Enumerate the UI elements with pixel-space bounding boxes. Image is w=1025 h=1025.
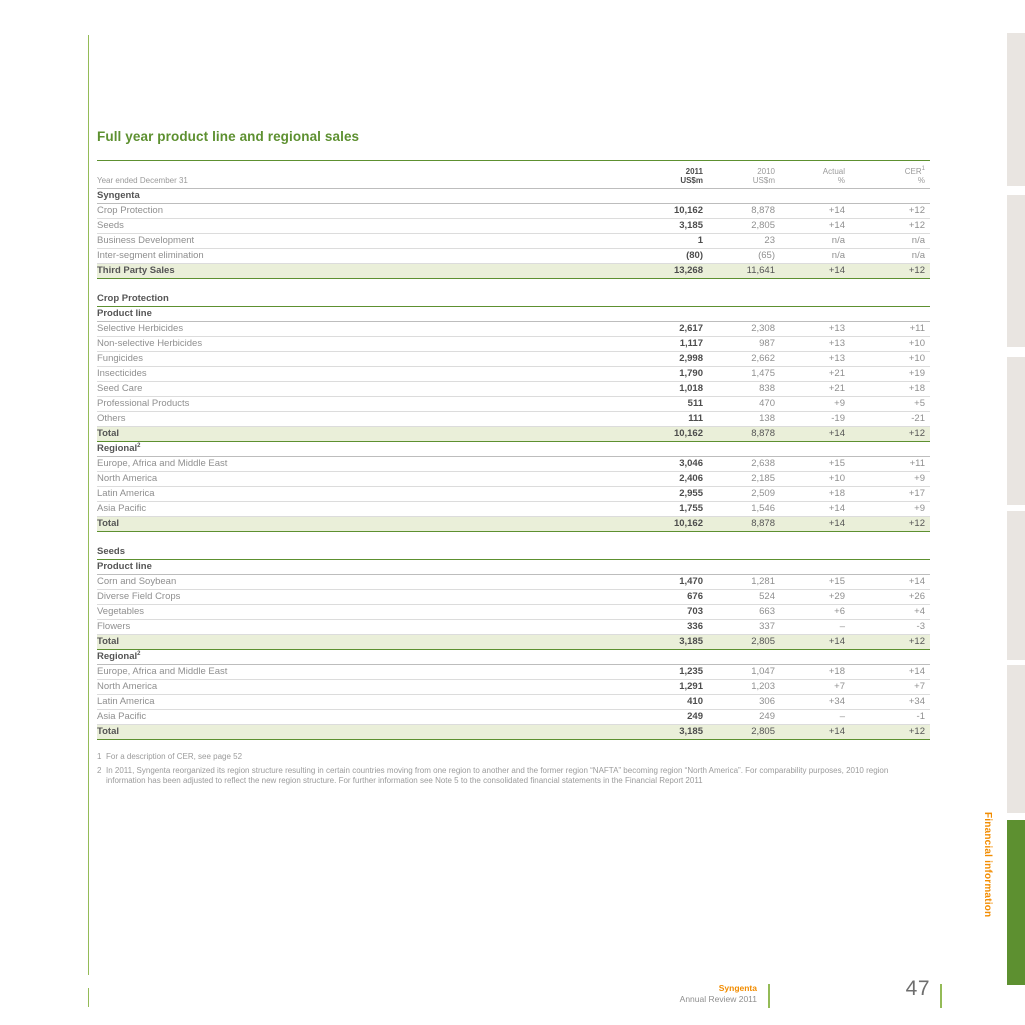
table-row bbox=[97, 219, 930, 234]
cell-value: 111 bbox=[688, 413, 703, 424]
cell-value: 306 bbox=[759, 696, 775, 707]
table-row bbox=[97, 427, 930, 442]
cell-value: 3,185 bbox=[679, 220, 703, 231]
cell-value: 3,185 bbox=[679, 636, 703, 647]
cell-value: +10 bbox=[908, 338, 925, 349]
table-header-label: Year ended December 31 bbox=[97, 176, 188, 185]
cell-value: 8,878 bbox=[751, 518, 775, 529]
cell-value: +15 bbox=[828, 458, 845, 469]
row-label: Others bbox=[97, 413, 126, 424]
cell-value: +11 bbox=[909, 458, 925, 469]
cell-value: 337 bbox=[759, 621, 775, 632]
cell-value: +13 bbox=[828, 338, 845, 349]
cell-value: 1,546 bbox=[751, 503, 775, 514]
footnote-number: 2 bbox=[97, 766, 102, 775]
page-title: Full year product line and regional sales bbox=[97, 129, 360, 144]
table-section bbox=[97, 189, 930, 279]
cell-value: 1,291 bbox=[679, 681, 703, 692]
cell-value: 1,047 bbox=[751, 666, 775, 677]
cell-value: 410 bbox=[687, 696, 703, 707]
cell-value: 1,475 bbox=[751, 368, 775, 379]
cell-value: 2,185 bbox=[751, 473, 775, 484]
cell-value: 2,617 bbox=[679, 323, 703, 334]
row-label: Crop Protection bbox=[97, 205, 164, 216]
cell-value: +10 bbox=[828, 473, 845, 484]
row-label: Third Party Sales bbox=[97, 265, 175, 276]
cell-value: -21 bbox=[911, 413, 925, 424]
cell-value: 2,998 bbox=[679, 353, 703, 364]
cell-value: +34 bbox=[828, 696, 845, 707]
cell-value: 3,185 bbox=[679, 726, 703, 737]
page-content bbox=[97, 129, 930, 790]
table-row bbox=[97, 472, 930, 487]
column-header: 2010 US$m bbox=[752, 167, 775, 185]
cell-value: 663 bbox=[759, 606, 775, 617]
cell-value: +19 bbox=[908, 368, 925, 379]
cell-value: 2,308 bbox=[751, 323, 775, 334]
table-row bbox=[97, 189, 930, 204]
cell-value: 249 bbox=[759, 711, 775, 722]
row-label: Flowers bbox=[97, 621, 131, 632]
cell-value: 249 bbox=[687, 711, 703, 722]
table-row bbox=[97, 590, 930, 605]
cell-value: +14 bbox=[828, 518, 845, 529]
cell-value: +26 bbox=[908, 591, 925, 602]
table-row bbox=[97, 680, 930, 695]
cell-value: 2,805 bbox=[751, 220, 775, 231]
cell-value: +17 bbox=[908, 488, 925, 499]
row-label: North America bbox=[97, 681, 158, 692]
cell-value: +14 bbox=[828, 265, 845, 276]
table-row bbox=[97, 575, 930, 590]
table-row bbox=[97, 337, 930, 352]
footer-brand: Syngenta bbox=[718, 983, 757, 993]
cell-value: 470 bbox=[759, 398, 775, 409]
table-row bbox=[97, 307, 930, 322]
cell-value: 13,268 bbox=[673, 265, 703, 276]
cell-value: +14 bbox=[908, 666, 925, 677]
cell-value: (65) bbox=[758, 250, 775, 261]
cell-value: -3 bbox=[916, 621, 925, 632]
cell-value: 8,878 bbox=[751, 428, 775, 439]
table-row bbox=[97, 695, 930, 710]
cell-value: +12 bbox=[908, 220, 925, 231]
row-label: Corn and Soybean bbox=[97, 576, 177, 587]
row-label: Regional$^2$ bbox=[97, 443, 141, 454]
table-row bbox=[97, 560, 930, 575]
table-row bbox=[97, 397, 930, 412]
table-row bbox=[97, 545, 930, 560]
row-label: Crop Protection bbox=[97, 293, 169, 304]
cell-value: 10,162 bbox=[673, 205, 703, 216]
cell-value: +12 bbox=[908, 205, 925, 216]
cell-value: 511 bbox=[687, 398, 703, 409]
row-label: Diverse Field Crops bbox=[97, 591, 181, 602]
cell-value: -19 bbox=[831, 413, 845, 424]
row-label: Business Development bbox=[97, 235, 195, 246]
cell-value: +14 bbox=[908, 576, 925, 587]
cell-value: +14 bbox=[828, 503, 845, 514]
row-label: Selective Herbicides bbox=[97, 323, 184, 334]
row-label: Latin America bbox=[97, 696, 155, 707]
cell-value: -1 bbox=[916, 711, 925, 722]
row-label: Total bbox=[97, 636, 119, 647]
cell-value: – bbox=[839, 621, 845, 632]
cell-value: +9 bbox=[834, 398, 845, 409]
footnote-number: 1 bbox=[97, 752, 102, 761]
footnote-text: In 2011, Syngenta reorganized its region structure resulting in certain countries moving from one region to another and the former region “NAFTA” becoming region “North America”. For comparability purposes, 2010 region information has been adjusted to reflect the new region structure. For further information see Note 5 to the consolidated financial statements in the Financial Report 2011 bbox=[106, 766, 889, 785]
row-label: Fungicides bbox=[97, 353, 143, 364]
footnote bbox=[97, 752, 930, 762]
cell-value: 2,805 bbox=[751, 636, 775, 647]
table-header-row bbox=[97, 161, 930, 189]
footnotes bbox=[97, 752, 930, 786]
cell-value: +4 bbox=[914, 606, 925, 617]
column-header: 2011 US$m bbox=[680, 167, 703, 185]
cell-value: +14 bbox=[828, 220, 845, 231]
page-number: 47 bbox=[905, 977, 930, 1000]
table-row bbox=[97, 367, 930, 382]
table-row bbox=[97, 352, 930, 367]
cell-value: +21 bbox=[828, 368, 845, 379]
row-label: Seeds bbox=[97, 546, 125, 557]
sales-table bbox=[97, 160, 930, 740]
footer-subtitle: Annual Review 2011 bbox=[679, 994, 757, 1004]
cell-value: 2,662 bbox=[751, 353, 775, 364]
cell-value: +5 bbox=[914, 398, 925, 409]
cell-value: 10,162 bbox=[673, 428, 703, 439]
table-row bbox=[97, 710, 930, 725]
cell-value: +15 bbox=[828, 576, 845, 587]
cell-value: +11 bbox=[909, 323, 925, 334]
table-row bbox=[97, 412, 930, 427]
cell-value: +10 bbox=[908, 353, 925, 364]
cell-value: 838 bbox=[759, 383, 775, 394]
row-label: Syngenta bbox=[97, 190, 140, 201]
table-row bbox=[97, 650, 930, 665]
cell-value: n/a bbox=[911, 235, 925, 246]
row-label: Seed Care bbox=[97, 383, 143, 394]
cell-value: +12 bbox=[908, 726, 925, 737]
column-header: CER$^1$ % bbox=[904, 166, 925, 185]
cell-value: +18 bbox=[908, 383, 925, 394]
row-label: Europe, Africa and Middle East bbox=[97, 666, 228, 677]
cell-value: +29 bbox=[828, 591, 845, 602]
cell-value: +9 bbox=[914, 473, 925, 484]
row-label: Latin America bbox=[97, 488, 155, 499]
cell-value: 11,641 bbox=[746, 265, 775, 276]
cell-value: 336 bbox=[687, 621, 703, 632]
cell-value: 703 bbox=[687, 606, 703, 617]
cell-value: +14 bbox=[828, 636, 845, 647]
table-row bbox=[97, 502, 930, 517]
table-row bbox=[97, 204, 930, 219]
row-label: Seeds bbox=[97, 220, 124, 231]
cell-value: 676 bbox=[687, 591, 703, 602]
table-row bbox=[97, 249, 930, 264]
section-tab-financial-information bbox=[1007, 820, 1025, 985]
left-margin-rule bbox=[88, 35, 89, 975]
cell-value: 2,406 bbox=[679, 473, 703, 484]
row-label: Product line bbox=[97, 561, 152, 572]
cell-value: +12 bbox=[908, 636, 925, 647]
row-label: North America bbox=[97, 473, 158, 484]
row-label: Europe, Africa and Middle East bbox=[97, 458, 228, 469]
financial-information-label: Financial information bbox=[982, 812, 993, 918]
table-row bbox=[97, 725, 930, 740]
cell-value: +14 bbox=[828, 726, 845, 737]
row-label: Product line bbox=[97, 308, 152, 319]
row-label: Non-selective Herbicides bbox=[97, 338, 203, 349]
table-row bbox=[97, 322, 930, 337]
row-label: Vegetables bbox=[97, 606, 145, 617]
cell-value: +14 bbox=[828, 205, 845, 216]
cell-value: 1,018 bbox=[679, 383, 703, 394]
section-tab bbox=[1007, 665, 1025, 813]
cell-value: 2,805 bbox=[751, 726, 775, 737]
cell-value: +34 bbox=[908, 696, 925, 707]
cell-value: 3,046 bbox=[679, 458, 703, 469]
left-footer-rule bbox=[88, 988, 89, 1007]
row-label: Total bbox=[97, 428, 119, 439]
table-row bbox=[97, 635, 930, 650]
row-label: Total bbox=[97, 518, 119, 529]
cell-value: 10,162 bbox=[673, 518, 703, 529]
section-tab bbox=[1007, 195, 1025, 347]
cell-value: +14 bbox=[828, 428, 845, 439]
cell-value: 1,203 bbox=[751, 681, 775, 692]
cell-value: 23 bbox=[764, 235, 775, 246]
cell-value: n/a bbox=[831, 235, 845, 246]
cell-value: n/a bbox=[911, 250, 925, 261]
cell-value: +13 bbox=[828, 353, 845, 364]
row-label: Inter-segment elimination bbox=[97, 250, 204, 261]
cell-value: +6 bbox=[834, 606, 845, 617]
table-section bbox=[97, 292, 930, 532]
row-label: Professional Products bbox=[97, 398, 190, 409]
row-label: Regional$^2$ bbox=[97, 651, 141, 662]
table-row bbox=[97, 442, 930, 457]
cell-value: +21 bbox=[828, 383, 845, 394]
table-row bbox=[97, 382, 930, 397]
section-tab bbox=[1007, 511, 1025, 660]
footer bbox=[497, 983, 757, 1005]
cell-value: 1,235 bbox=[679, 666, 703, 677]
cell-value: 1 bbox=[697, 235, 703, 246]
cell-value: +12 bbox=[908, 518, 925, 529]
table-row bbox=[97, 620, 930, 635]
cell-value: 8,878 bbox=[751, 205, 775, 216]
cell-value: 2,638 bbox=[751, 458, 775, 469]
cell-value: +18 bbox=[828, 666, 845, 677]
cell-value: 1,117 bbox=[679, 338, 703, 349]
cell-value: 987 bbox=[759, 338, 775, 349]
cell-value: n/a bbox=[831, 250, 845, 261]
footnote-text: For a description of CER, see page 52 bbox=[106, 752, 243, 761]
cell-value: +7 bbox=[914, 681, 925, 692]
cell-value: 138 bbox=[759, 413, 775, 424]
cell-value: +7 bbox=[834, 681, 845, 692]
cell-value: 2,955 bbox=[679, 488, 703, 499]
footnote bbox=[97, 766, 930, 786]
table-row bbox=[97, 487, 930, 502]
table-row bbox=[97, 264, 930, 279]
table-row bbox=[97, 457, 930, 472]
table-row bbox=[97, 605, 930, 620]
cell-value: +12 bbox=[908, 265, 925, 276]
table-row bbox=[97, 292, 930, 307]
table-row bbox=[97, 665, 930, 680]
table-row bbox=[97, 234, 930, 249]
footer-divider bbox=[940, 984, 942, 1008]
row-label: Asia Pacific bbox=[97, 711, 147, 722]
cell-value: 1,790 bbox=[679, 368, 703, 379]
row-label: Asia Pacific bbox=[97, 503, 147, 514]
cell-value: +12 bbox=[908, 428, 925, 439]
cell-value: (80) bbox=[686, 250, 703, 261]
table-row bbox=[97, 517, 930, 532]
row-label: Total bbox=[97, 726, 119, 737]
cell-value: 2,509 bbox=[751, 488, 775, 499]
cell-value: 1,470 bbox=[679, 576, 703, 587]
cell-value: +18 bbox=[828, 488, 845, 499]
section-tab bbox=[1007, 357, 1025, 505]
cell-value: +13 bbox=[828, 323, 845, 334]
footer-divider bbox=[768, 984, 770, 1008]
column-header: Actual % bbox=[822, 167, 845, 185]
cell-value: +9 bbox=[914, 503, 925, 514]
cell-value: – bbox=[839, 711, 845, 722]
table-section bbox=[97, 545, 930, 740]
row-label: Insecticides bbox=[97, 368, 147, 379]
cell-value: 1,755 bbox=[679, 503, 703, 514]
cell-value: 1,281 bbox=[751, 576, 775, 587]
section-tab bbox=[1007, 33, 1025, 186]
cell-value: 524 bbox=[759, 591, 775, 602]
